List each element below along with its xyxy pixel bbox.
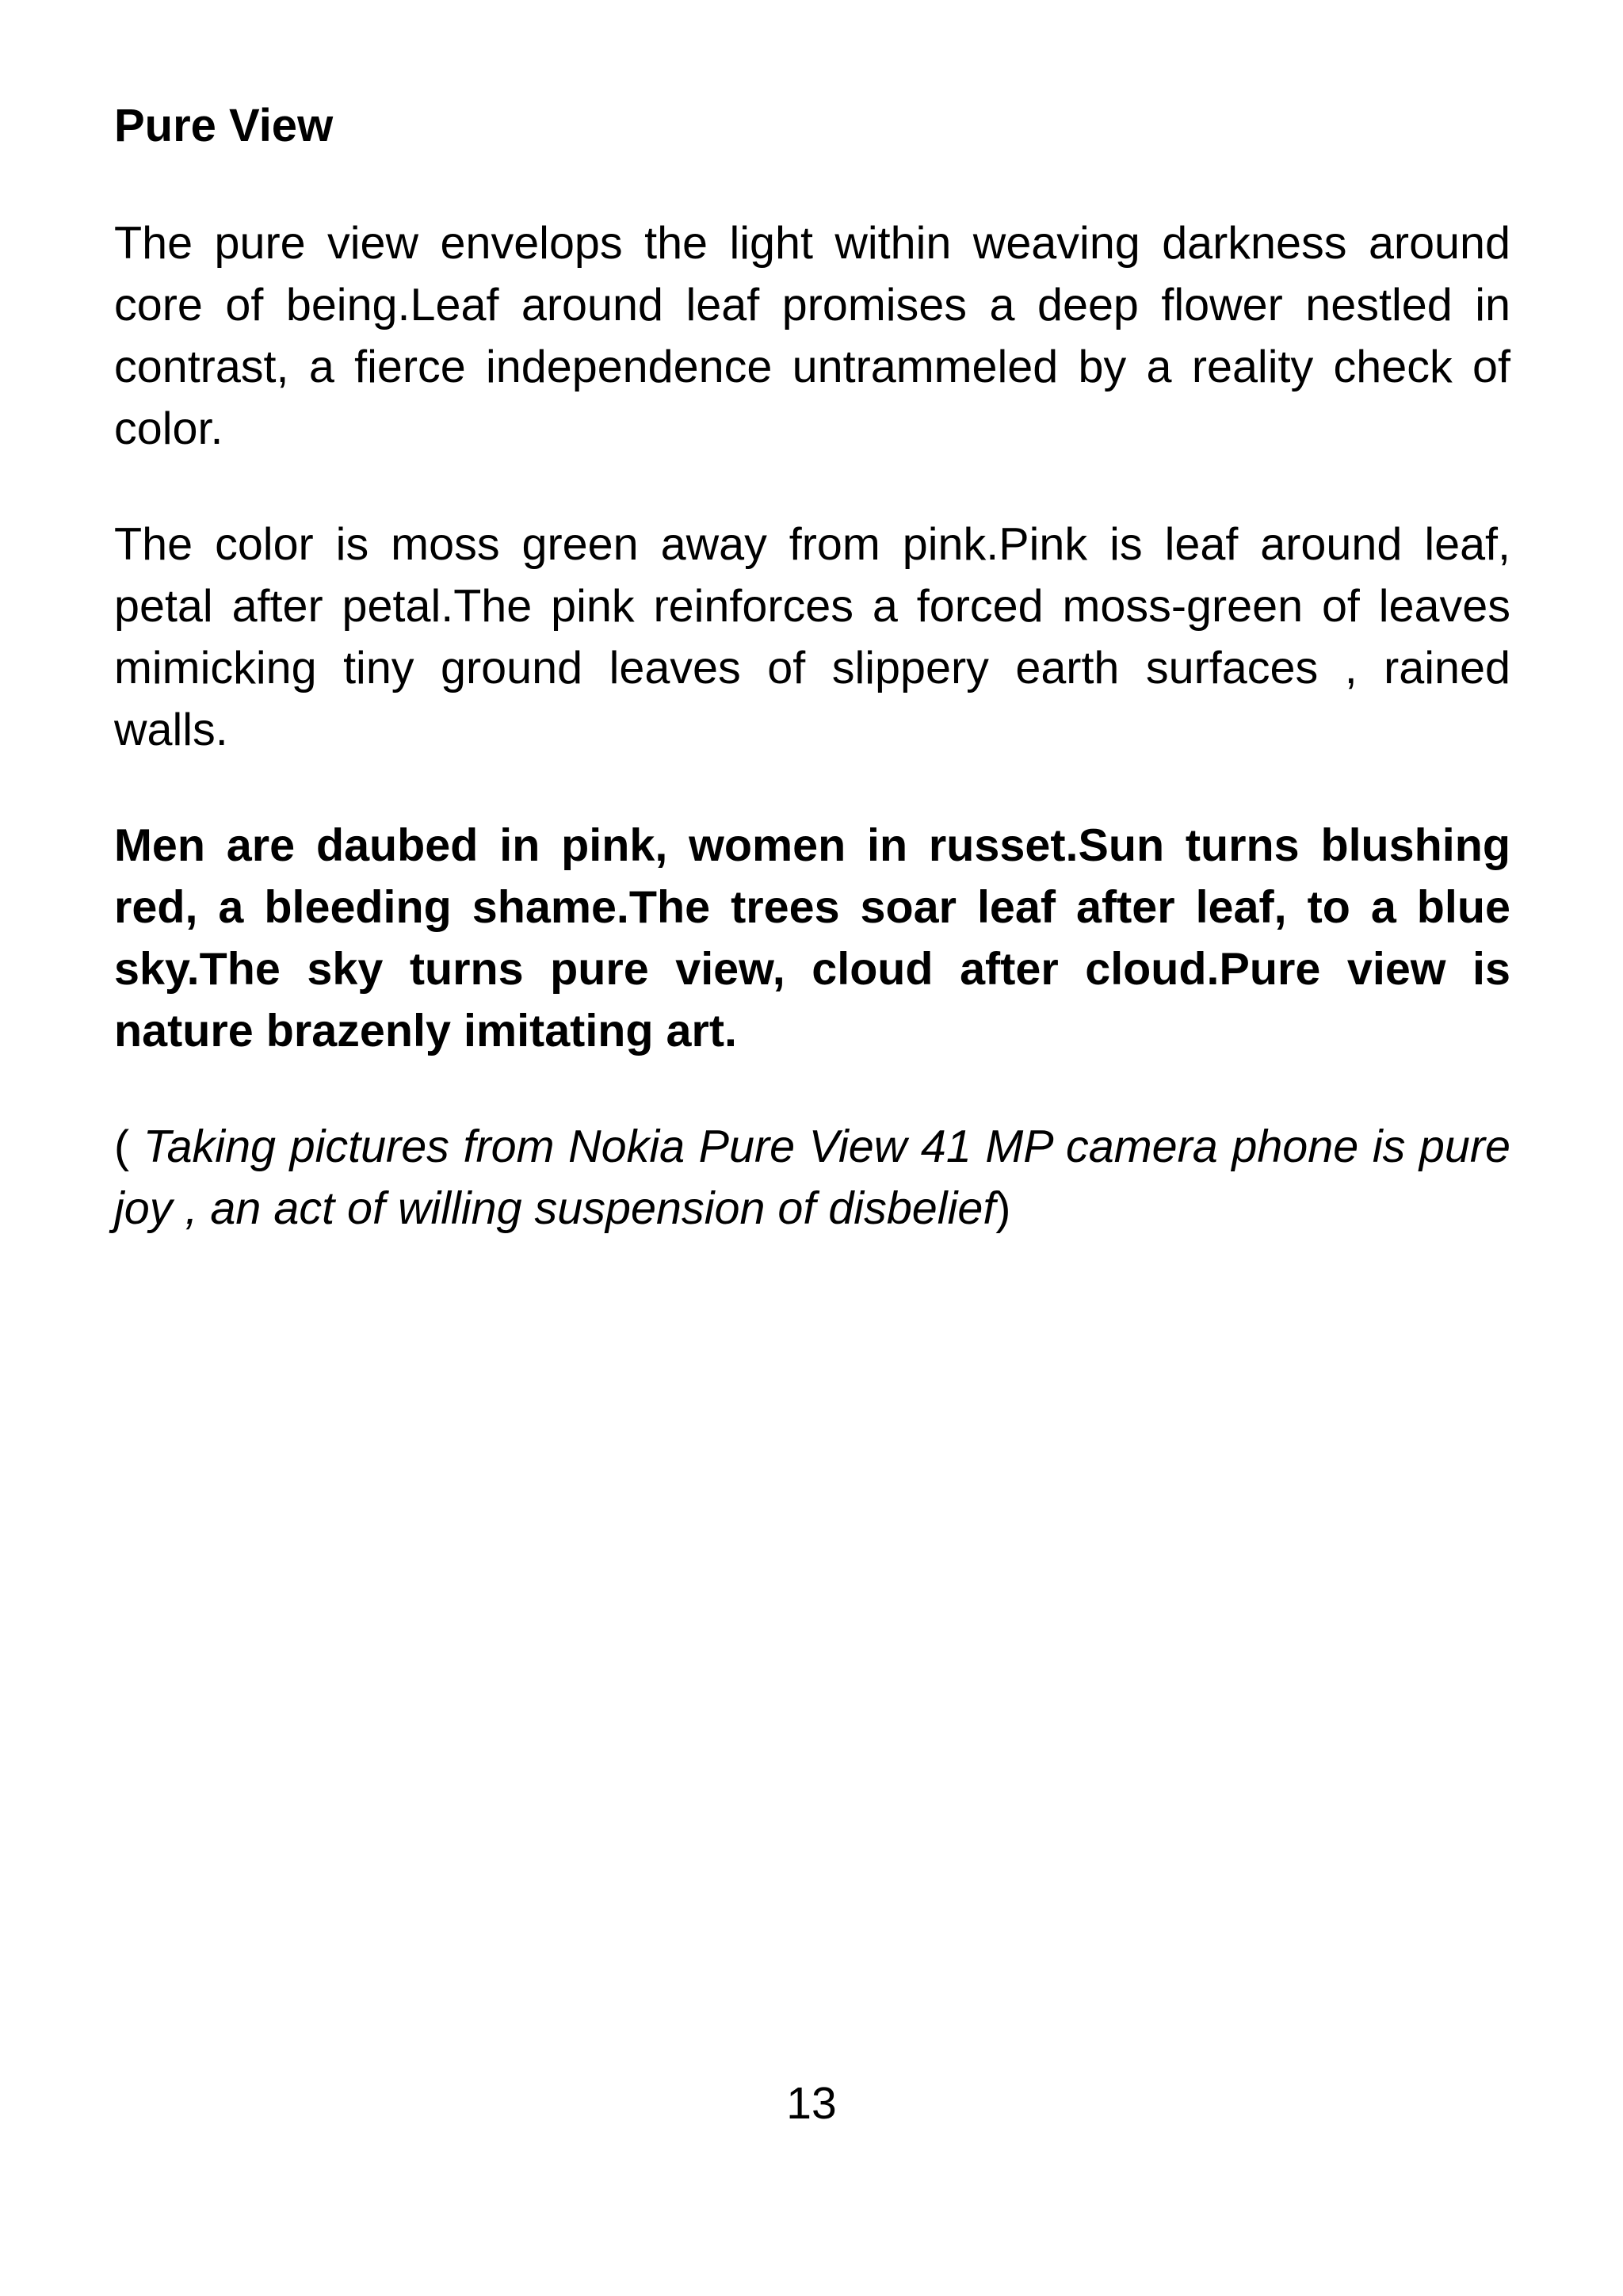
document-page: [114, 95, 1510, 1293]
paragraph-2: The color is moss green away from pink.Pink is leaf around leaf, petal after petal.The pink reinforces a forced moss-green of leaves mimicking tiny ground leaves of slippery earth surfaces , rained walls.: [114, 519, 1510, 755]
paragraph-3-bold: Men are daubed in pink, women in russet.Sun turns blushing red, a bleeding shame.The trees soar leaf after leaf, to a blue sky.The sky turns pure view, cloud after cloud.Pure view is nature brazenly imitating art.: [114, 820, 1510, 1056]
paragraph-1: The pure view envelops the light within weaving darkness around core of being.Leaf around leaf promises a deep flower nestled in contrast, a fierce independence untrammeled by a reality check of color.: [114, 218, 1510, 454]
note-open-paren: (: [114, 1121, 143, 1172]
note-close-paren: ): [995, 1183, 1011, 1234]
note-italic-text: Taking pictures from Nokia Pure View 41 MP camera phone is pure joy , an act of willing suspension of disbelief: [114, 1121, 1510, 1234]
page-title: Pure View: [114, 100, 334, 151]
page-number: 13: [786, 2078, 837, 2129]
photo-note: [114, 1116, 1510, 1240]
